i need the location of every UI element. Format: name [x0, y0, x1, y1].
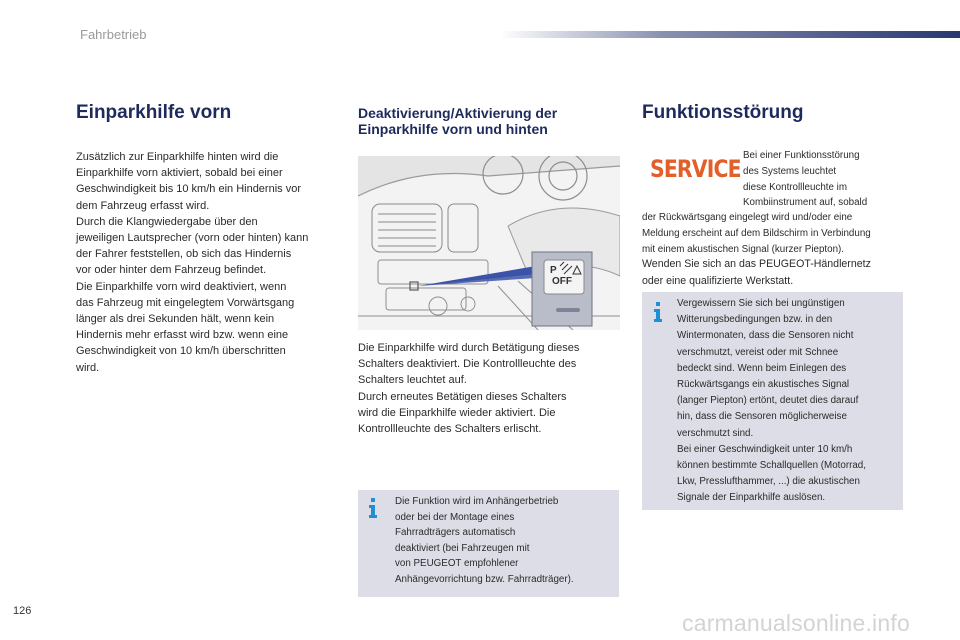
right-dealer-text: Wenden Sie sich an das PEUGEOT-Händlernetz oder eine qualifizierte Werkstatt.: [642, 258, 871, 287]
info-icon: [653, 302, 663, 322]
right-info-box: [642, 292, 903, 510]
right-section-title: Funktionsstörung: [642, 102, 804, 123]
middle-info-text: Die Funktion wird im Anhängerbetrieb oder bei der Montage eines Fahrradträgers automatisch deaktiviert (bei Fahrzeugen mit von PEUGEOT empfohlener Anhängevorrichtung bzw. Fahrradträger).: [395, 496, 574, 585]
middle-info-box: [358, 490, 619, 597]
left-section-title: Einparkhilfe vorn: [76, 102, 232, 123]
info-icon: [368, 498, 378, 518]
watermark: carmanualsonline.info: [682, 610, 910, 636]
section-label: Fahrbetrieb: [80, 27, 147, 42]
svg-text:P: P: [550, 265, 557, 276]
header-bar: [500, 31, 960, 38]
middle-section-title: Deaktivierung/Aktivierung der Einparkhilfe vorn und hinten: [358, 105, 558, 137]
page-number: 126: [13, 605, 32, 617]
left-body-text: Zusätzlich zur Einparkhilfe hinten wird die Einparkhilfe vorn aktiviert, sobald bei einer Geschwindigkeit bis 10 km/h ein Hindernis vor dem Fahrzeug erfasst wird. Durch die Klangwiedergabe über den jeweiligen Lautsprecher (vorn oder hinten) kann der Fahrer feststellen, ob sich das Hindernis vor oder hinter dem Fahrzeug befindet. Die Einparkhilfe vorn wird deaktiviert, wenn das Fahrzeug mit eingelegtem Vorwärtsgang länger als drei Sekunden hält, wenn kein Hindernis mehr erfasst wird bzw. wenn eine Geschwindigkeit von 10 km/h überschritten wird.: [76, 151, 309, 374]
right-info-text: Vergewissern Sie sich bei ungünstigen Witterungsbedingungen bzw. in den Wintermonaten, dass die Sensoren nicht verschmutzt, vereist oder mit Schnee bedeckt sind. Wenn beim Einlegen des Rückwärtsgangs ein akustisches Signal (langer Piepton) ertönt, deutet dies darauf hin, dass die Sensoren möglicherweise verschmutzt sind. Bei einer Geschwindigkeit unter 10 km/h können bestimmte Schallquellen (Motorrad, Lkw, Presslufthammer, ...) die akustischen Signale der Einparkhilfe auslösen.: [677, 298, 866, 504]
right-body-text-beside-logo: Bei einer Funktionsstörung des Systems leuchtet diese Kontrollleuchte im Kombiinstrument auf, sobald: [743, 150, 868, 209]
service-warning-icon: SERVICE: [650, 155, 741, 183]
right-body-text: der Rückwärtsgang eingelegt wird und/oder eine Meldung erscheint auf dem Bildschirm in Verbindung mit einem akustischen Signal (kurzer Piepton).: [642, 212, 871, 255]
dashboard-photo: [358, 156, 620, 330]
off-button-label: OFF: [552, 276, 572, 287]
middle-body-text: Die Einparkhilfe wird durch Betätigung dieses Schalters deaktiviert. Die Kontrollleuchte des Schalters leuchtet auf. Durch erneutes Betätigen dieses Schalters wird die Einparkhilfe wieder aktiviert. Die Kontrollleuchte des Schalters erlischt.: [358, 342, 580, 436]
